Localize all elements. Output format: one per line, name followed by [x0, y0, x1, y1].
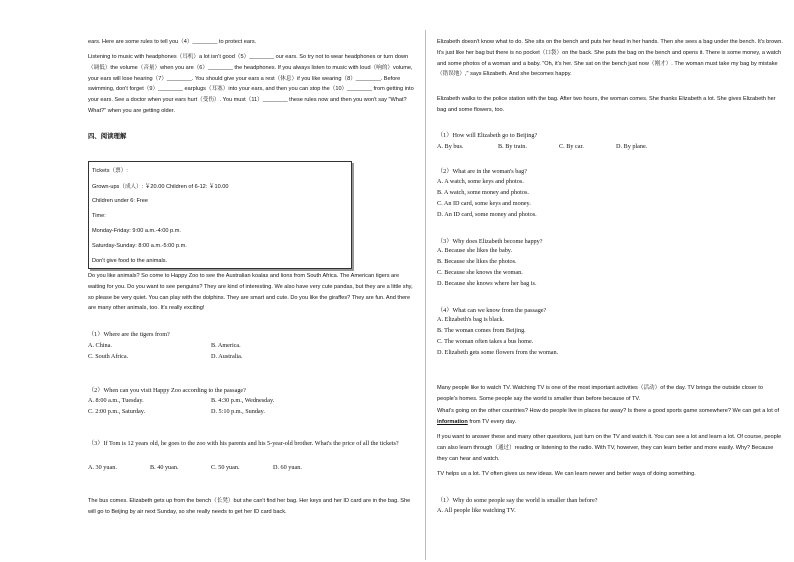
elizabeth-passage-end: Elizabeth walks to the police station with the bag. After two hours, the woman comes. She thanks Elizabeth a lot. She gives Elizabeth her bag and some flowers, too.: [437, 96, 776, 113]
option-c[interactable]: C. An ID card, some keys and money.: [437, 200, 531, 207]
option-d[interactable]: D. Elizabeth gets some flowers from the woman.: [437, 349, 559, 356]
left-para-line: ears. Here are some rules to tell you（4）________ to protect ears.: [88, 39, 257, 45]
option-a[interactable]: A. All people like watching TV.: [437, 507, 516, 514]
question-stem: （4）What can we know from the passage?: [437, 307, 547, 314]
zoo-passage: Do you like animals? So come to Happy Zoo to see the Australian koalas and lions from South Africa. The American tigers are waiting for you. Do you want to see penguins? They are kind of interesting. We also have very cute pandas, but they are a little shy, so please be very quiet. You can play with the dolphins. They are smart and cute. Do you like the giraffes? They are fun. And there are many other animals, too. It's really exciting!: [88, 273, 413, 312]
question-stem: （2）When can you visit Happy Zoo according to the passage?: [88, 387, 246, 394]
option-b[interactable]: B. America.: [211, 342, 241, 349]
bus-passage: The bus comes. Elizabeth gets up from the bench（长凳）but she can't find her bag. Her keys and her ID card are in the bag. She will go to Beijing by air next Sunday, so she really needs to get her ID card back.: [88, 498, 411, 515]
tv-text: What's going on the other countries? How do people live in places far away? Is there a good sports game somewhere? We can get a lot of: [437, 408, 780, 414]
option-a[interactable]: A. Elizabeth's bag is black.: [437, 316, 505, 323]
option-a[interactable]: A. Because she likes the baby.: [437, 247, 513, 254]
option-a[interactable]: A. 8:00 a.m., Tuesday.: [88, 397, 144, 404]
question-stem: （1）How will Elizabeth go to Beijing?: [437, 132, 538, 139]
option-b[interactable]: B. 4:30 p.m., Wednesday.: [211, 397, 275, 404]
option-d[interactable]: D. Australia.: [211, 353, 243, 360]
question-stem: （1）Why do some people say the world is smaller than before?: [437, 497, 598, 504]
ticket-info-box: [88, 161, 352, 269]
option-a[interactable]: A. A watch, some keys and photos.: [437, 178, 524, 185]
option-a[interactable]: A. By bus.: [437, 143, 464, 150]
option-c[interactable]: C. Because she knows the woman.: [437, 269, 523, 276]
ticket-line: Don't give food to the animals.: [92, 258, 168, 264]
ticket-line: Grown-ups（成人）: ￥20.00 Children of 6-12: ￥10.00: [92, 184, 229, 190]
section-heading: 四、阅读理解: [88, 133, 127, 140]
option-c[interactable]: C. South Africa.: [88, 353, 129, 360]
ticket-line: Monday-Friday: 9:00 a.m.-4:00 p.m.: [92, 228, 181, 234]
option-c[interactable]: C. 50 yuan.: [211, 464, 240, 471]
question-stem: （3）Why does Elizabeth become happy?: [437, 238, 543, 245]
option-b[interactable]: B. A watch, some money and photos.: [437, 189, 529, 196]
option-c[interactable]: C. 2:00 p.m., Saturday.: [88, 408, 146, 415]
option-d[interactable]: D. By plane.: [616, 143, 648, 150]
left-para-rules: Listening to music with headphones（耳机）a lot isn't good（5）________ our ears. So try not to wear headphones or turn down（调低）the volume（音量）when you are（6）________ the headphones. If you always listen to music with loud（响的）volume, your ears will lose hearing（7）________. You should give your ears a rest（休息）if you like wearing（8）________. Before swimming, don't forget（9）________ earplugs（耳塞）into your ears, and then you can stop the（10）________ from getting into your ears. See a doctor when your ears hurt（受伤）. You must（11）________ these rules now and then you won't say "What? What?" when you are getting older.: [88, 54, 414, 114]
ticket-line: Tickets（票）:: [92, 168, 128, 174]
tv-passage-questions: [437, 406, 785, 428]
option-c[interactable]: C. By car.: [559, 143, 584, 150]
question-stem: （1）Where are the tigers from?: [88, 331, 170, 338]
tv-passage-answer: If you want to answer these and many other questions, just turn on the TV and watch it. You can see a lot and learn a lot. Of course, people can also learn through（通过）reading or listening to the radio. With TV, however, they can learn better and more easily. Why? Because they can hear and watch.: [437, 434, 782, 462]
elizabeth-passage: Elizabeth doesn't know what to do. She sits on the bench and puts her head in her hands. Then she sees a bag under the bench. It's brown. It's just like her bag but there is no pocket（口袋）on the back. She puts the bag on the bench and opens it. There is some money, a watch and some photos of a woman and a baby. "Oh, it's her. She sat on the bench just now（刚才）. The woman must take my bag by mistake（错误地）," says Elizabeth. And she becomes happy.: [437, 39, 783, 78]
option-d[interactable]: D. Because she knows where her bag is.: [437, 280, 537, 287]
option-b[interactable]: B. By train.: [498, 143, 527, 150]
question-stem: （3）If Tom is 12 years old, he goes to the zoo with his parents and his 5-year-old brother. What's the price of all the tickets?: [88, 440, 399, 447]
tv-text: from TV every day.: [467, 418, 517, 425]
tv-passage: Many people like to watch TV. Watching TV is one of the most important activities（活动）of the day. TV brings the outside closer to people's homes. Some people say the world is smaller than before because of TV.: [437, 385, 763, 402]
ticket-line: Children under 6: Free: [92, 198, 148, 204]
option-d[interactable]: D. 5:10 p.m., Sunday.: [211, 408, 265, 415]
right-column: [426, 0, 794, 562]
tv-passage-help: TV helps us a lot. TV often gives us new ideas. We can learn newer and better ways of doing something.: [437, 471, 696, 477]
option-b[interactable]: B. The woman comes from Beijing.: [437, 327, 526, 334]
ticket-line: Time:: [92, 213, 106, 219]
option-b[interactable]: B. 40 yuan.: [150, 464, 179, 471]
ticket-line: Saturday-Sunday: 8:00 a.m.-5:00 p.m.: [92, 243, 187, 249]
option-a[interactable]: A. 30 yuan.: [88, 464, 117, 471]
option-c[interactable]: C. The woman often takes a bus home.: [437, 338, 534, 345]
question-stem: （2）What are in the woman's bag?: [437, 168, 527, 175]
option-b[interactable]: B. Because she likes the photos.: [437, 258, 517, 265]
option-a[interactable]: A. China.: [88, 342, 112, 349]
option-d[interactable]: D. An ID card, some money and photos.: [437, 211, 537, 218]
option-d[interactable]: D. 60 yuan.: [273, 464, 302, 471]
keyword-information: information: [437, 418, 468, 425]
